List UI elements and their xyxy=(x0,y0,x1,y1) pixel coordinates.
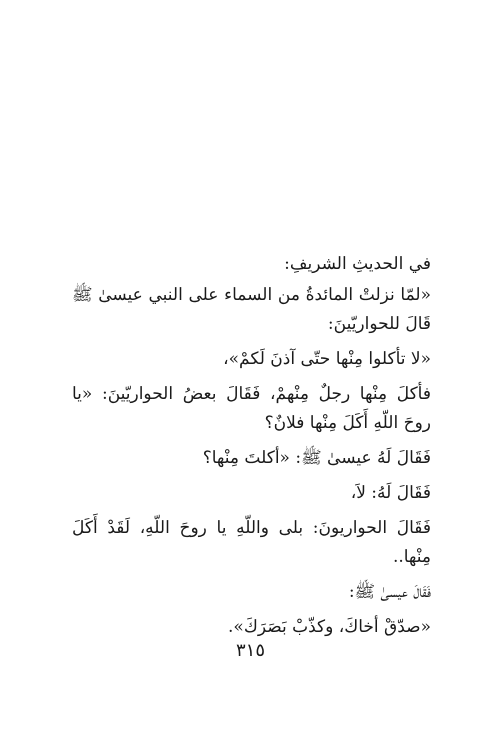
disciple-question: فأكلَ مِنْها رجلٌ مِنْهمْ، فَقَالَ بعضُ الحواريّينَ: «يا روحَ اللّهِ أَكَلَ مِنْها فلانٌ؟ xyxy=(72,384,431,433)
main-text xyxy=(72,250,431,648)
jesus-question: فَقَالَ لَهُ عيسىٰ ﷺ: «أكلتَ مِنْها؟ xyxy=(202,448,431,468)
jesus-said: فَقَالَ عيسىٰ ﷺ: xyxy=(348,582,431,602)
hadith-opening: «لمّا نزلتْ المائدةُ من السماء على النبي عيسىٰ ﷺ قَالَ للحواريّينَ: xyxy=(72,285,431,334)
man-answer: فَقَالَ لَهُ: لاَ، xyxy=(350,483,431,503)
final-saying: «صدّقْ أخاكَ، وكذّبْ بَصَرَكَ». xyxy=(228,617,431,637)
instruction-quote: «لا تأكلوا مِنْها حتّى آذنَ لَكمْ»، xyxy=(223,349,431,369)
intro-line: في الحديثِ الشريفِ: xyxy=(284,254,431,274)
disciples-reply: فَقَالَ الحواريونَ: بلى واللّهِ يا روحَ اللّهِ، لَقَدْ أَكَلَ مِنْها.. xyxy=(72,518,431,567)
page-number: ٣١٥ xyxy=(235,640,265,661)
